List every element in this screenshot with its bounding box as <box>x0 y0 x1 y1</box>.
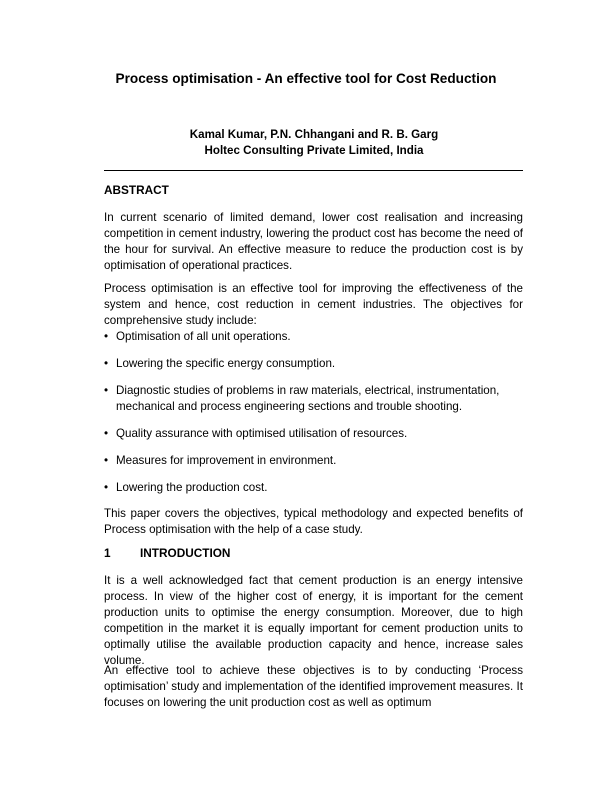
author-block <box>0 127 612 159</box>
abstract-heading: ABSTRACT <box>104 183 169 197</box>
list-item: • Quality assurance with optimised utilisation of resources. <box>104 426 523 442</box>
list-item: • Optimisation of all unit operations. <box>104 329 523 345</box>
section-number: 1 <box>104 546 111 560</box>
author-names: Kamal Kumar, P.N. Chhangani and R. B. Garg <box>189 128 439 141</box>
list-item: • Diagnostic studies of problems in raw materials, electrical, instrumentation, mechanical and process engineering sections and trouble shooting. <box>104 383 523 415</box>
header-divider <box>104 170 523 171</box>
paper-title: Process optimisation - An effective tool for Cost Reduction <box>115 71 497 86</box>
objectives-list <box>104 329 523 507</box>
abstract-paragraph-1: In current scenario of limited demand, lower cost realisation and increasing competition in cement industry, lowering the product cost has become the need of the hour for survival. An effective measure to reduce the production cost is by optimisation of operational practices. <box>104 211 523 272</box>
introduction-paragraph-2: An effective tool to achieve these objectives is to by conducting ‘Process optimisation’ study and implementation of the identified improvement measures. It focuses on lowering the unit production cost as well as optimum <box>104 664 523 709</box>
abstract-paragraph-3: This paper covers the objectives, typical methodology and expected benefits of Process optimisation with the help of a case study. <box>104 507 523 536</box>
abstract-paragraph-2: Process optimisation is an effective tool for improving the effectiveness of the system and hence, cost reduction in cement industries. The objectives for comprehensive study include: <box>104 282 523 327</box>
list-item: • Lowering the specific energy consumption. <box>104 356 523 372</box>
section-title: INTRODUCTION <box>140 546 231 560</box>
introduction-paragraph-1: It is a well acknowledged fact that cement production is an energy intensive process. In view of the higher cost of energy, it is important for the cement production units to optimise the energy consumption. Moreover, due to high competition in the market it is equally important for cement production units to optimally utilise the available production capacity and hence, increase sales volume. <box>104 574 523 667</box>
introduction-heading <box>104 546 230 560</box>
list-item: • Measures for improvement in environment. <box>104 453 523 469</box>
author-affiliation: Holtec Consulting Private Limited, India <box>204 144 424 157</box>
list-item: • Lowering the production cost. <box>104 480 523 496</box>
